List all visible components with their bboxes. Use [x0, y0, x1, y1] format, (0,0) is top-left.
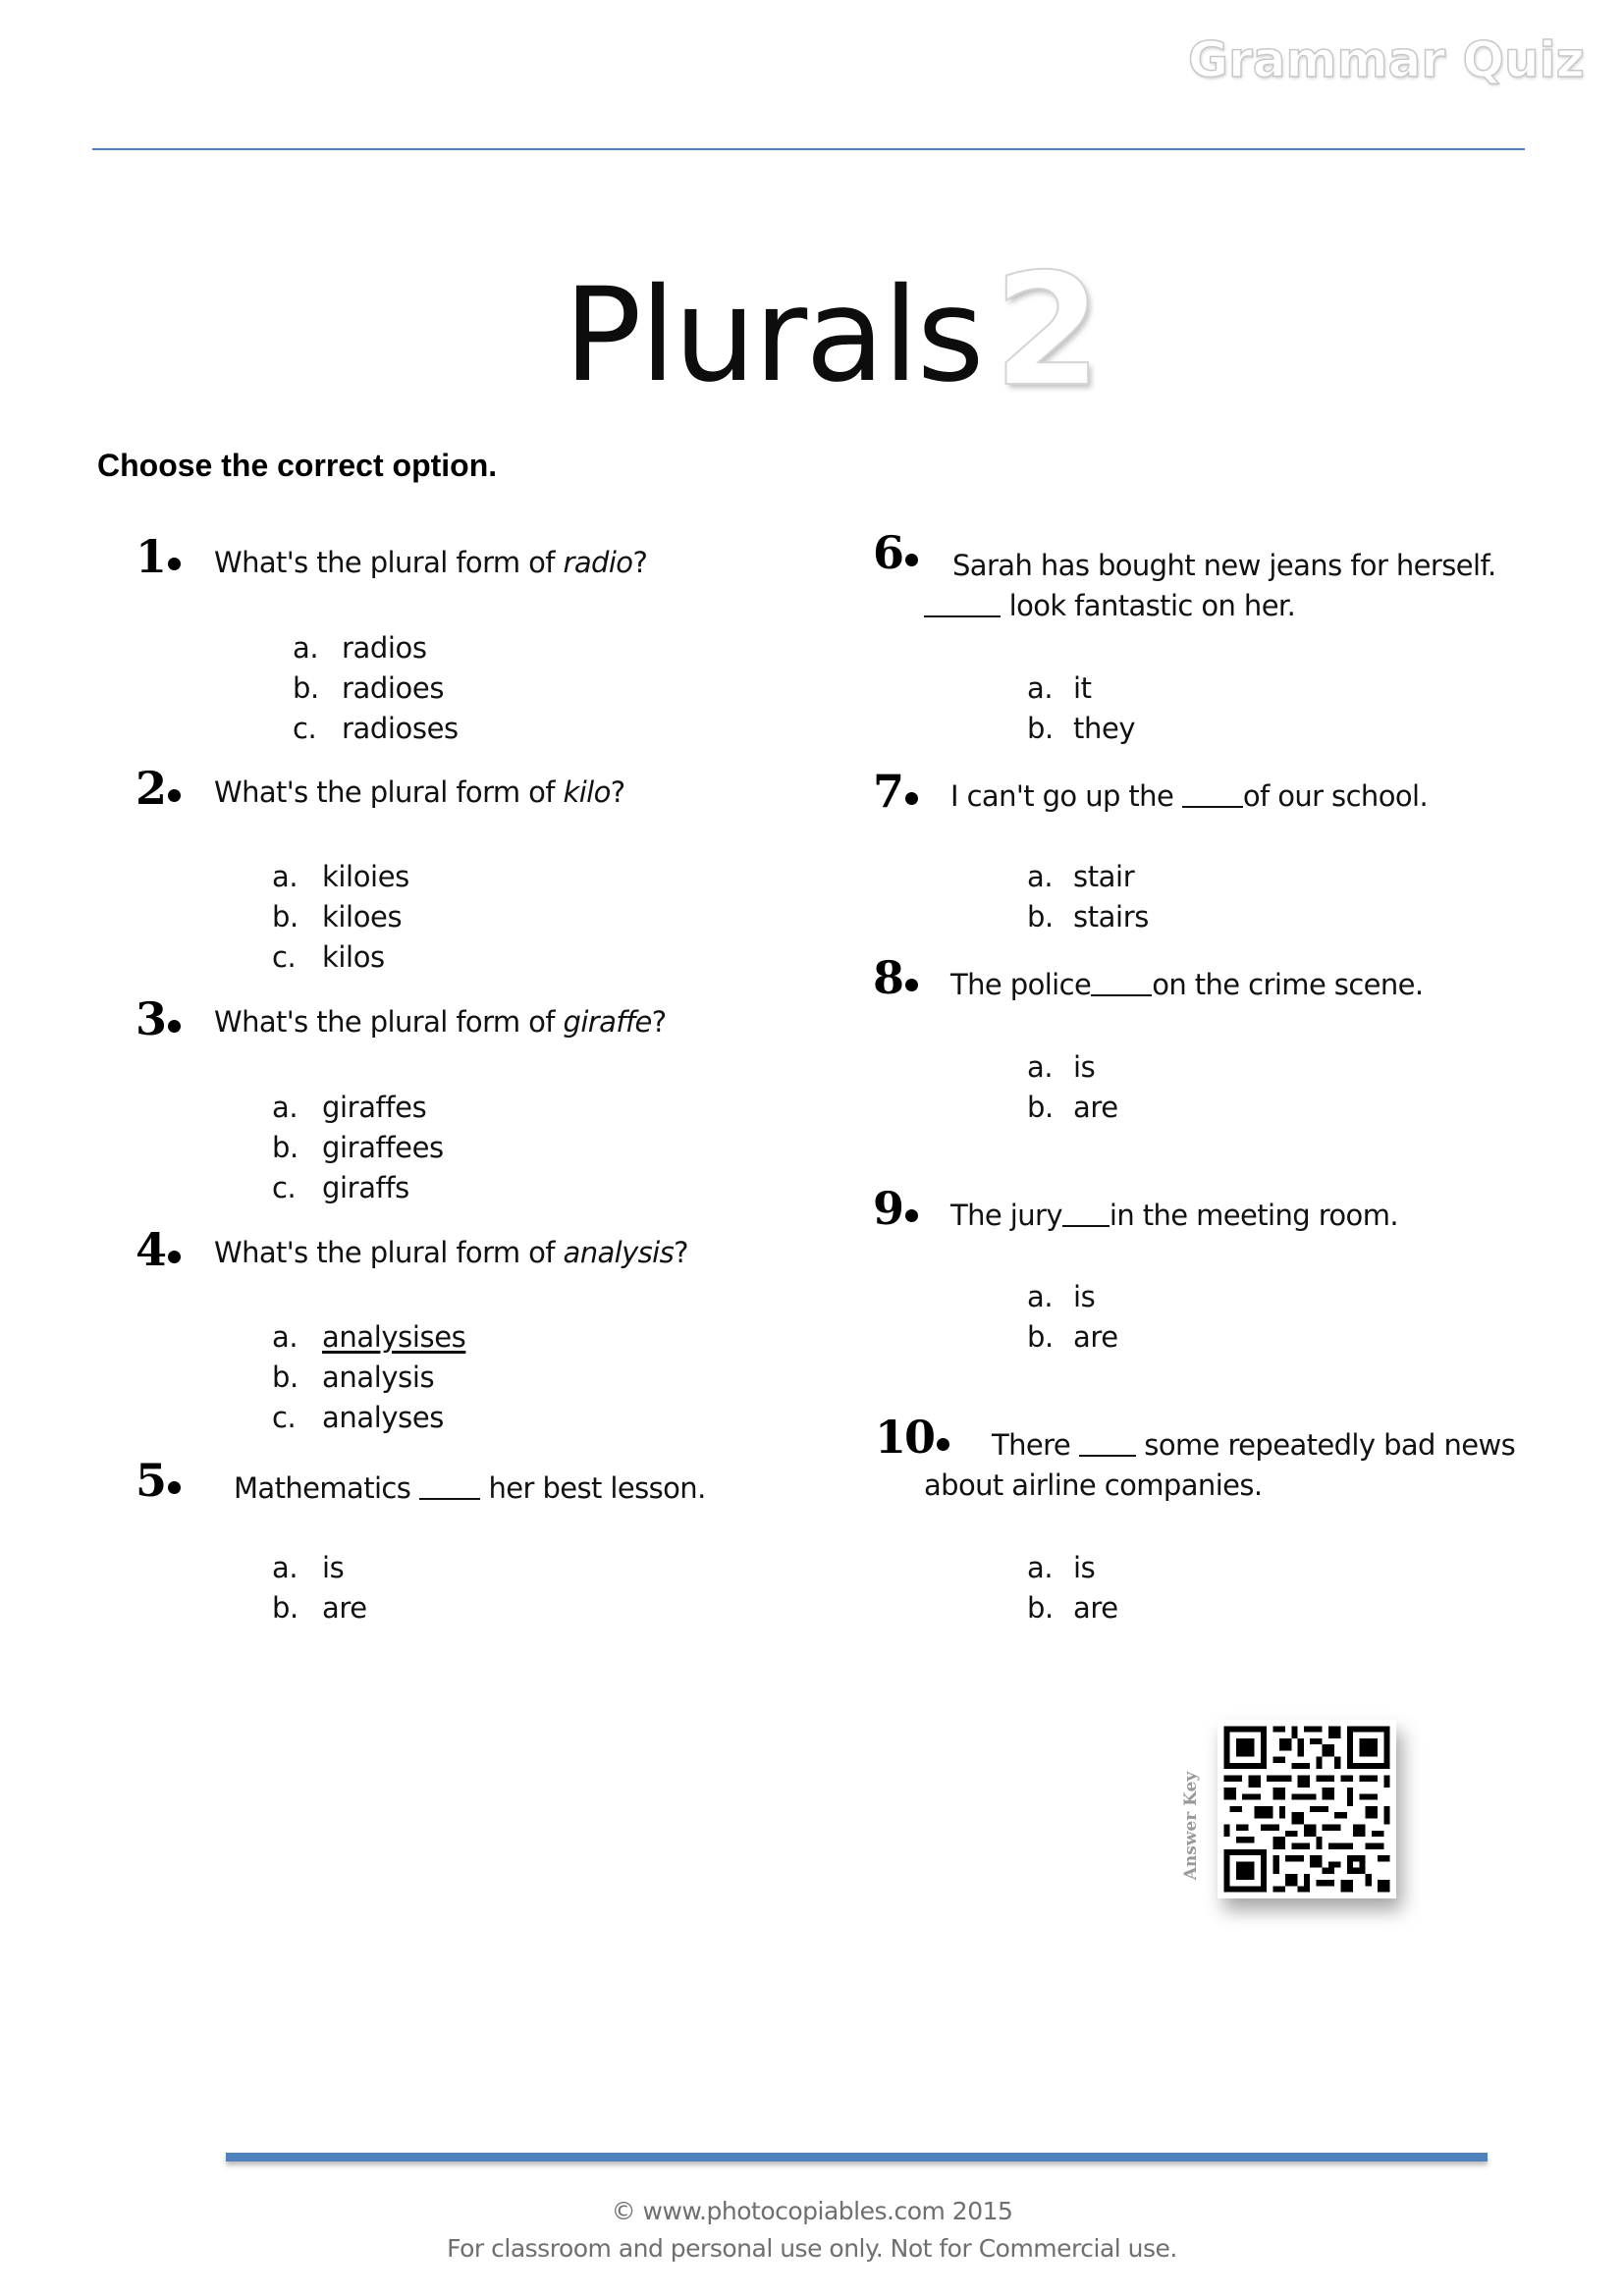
question-text-part: on the crime scene. [1152, 968, 1424, 1001]
bullet-dot-icon [905, 979, 918, 991]
option-label: c. [293, 712, 317, 745]
option-label: b. [272, 1131, 298, 1164]
answer-blank [1062, 1200, 1110, 1227]
question-text-part: Mathematics [234, 1471, 419, 1505]
option-item[interactable] [1027, 897, 1149, 937]
footer-copyright: © www.photocopiables.com 2015 [611, 2197, 1013, 2225]
instruction-text: Choose the correct option. [97, 448, 498, 483]
option-label: b. [272, 1361, 298, 1394]
option-label: a. [272, 1320, 298, 1354]
option-item[interactable] [272, 1588, 367, 1629]
option-item[interactable] [1027, 709, 1136, 749]
question-number-text: 3 [135, 992, 166, 1045]
option-item[interactable] [1027, 1588, 1118, 1629]
question-keyword: radio [563, 546, 633, 579]
bullet-dot-icon [905, 554, 918, 566]
option-text: is [1073, 1050, 1096, 1084]
question-number [135, 1454, 181, 1507]
question-number [135, 762, 181, 815]
option-item[interactable] [1027, 1277, 1096, 1317]
question-text [950, 1196, 1398, 1236]
answer-blank [1079, 1429, 1136, 1457]
option-item[interactable] [1027, 1548, 1096, 1588]
bullet-dot-icon [905, 1209, 918, 1222]
question-text-part: What's the plural form of [214, 1005, 564, 1039]
bullet-dot-icon [168, 789, 181, 802]
option-item[interactable] [1027, 857, 1135, 897]
option-label: a. [272, 1091, 298, 1124]
footer-license: For classroom and personal use only. Not for Commercial use. [447, 2234, 1177, 2263]
question-text-part: ? [651, 1005, 667, 1039]
footer-divider [226, 2153, 1488, 2162]
question-text-part: The police [950, 968, 1092, 1001]
question-text-part: The jury [950, 1199, 1062, 1232]
option-item[interactable] [1027, 1047, 1096, 1088]
question-text: Sarah has bought new jeans for herself. [952, 549, 1496, 582]
question-number [135, 992, 181, 1045]
question-number-text: 4 [135, 1223, 166, 1276]
option-label: b. [272, 1591, 298, 1625]
option-text: radios [342, 631, 427, 665]
answer-blank [419, 1472, 480, 1500]
qr-code-graphic [1218, 1720, 1396, 1898]
option-text: is [322, 1551, 345, 1584]
question-text-part: There [992, 1428, 1079, 1462]
qr-code-icon[interactable] [1218, 1720, 1396, 1898]
question-keyword: analysis [563, 1236, 675, 1269]
option-text: is [1073, 1280, 1096, 1313]
title-number-badge: 2 [994, 240, 1102, 421]
answer-key-label: Answer Key [1181, 1771, 1201, 1881]
option-label: b. [1027, 900, 1054, 934]
question-text-part: her best lesson. [479, 1471, 706, 1505]
header-divider [92, 148, 1525, 150]
option-label: b. [272, 900, 298, 934]
question-number-text: 10 [875, 1411, 935, 1464]
option-text-underlined: analysises [322, 1320, 466, 1354]
bullet-dot-icon [937, 1438, 949, 1451]
option-label: c. [272, 1401, 297, 1434]
option-text: stairs [1073, 900, 1149, 934]
option-text: giraffes [322, 1091, 427, 1124]
option-text: radioses [342, 712, 459, 745]
question-text-part: ? [610, 775, 625, 809]
bullet-dot-icon [905, 792, 918, 805]
brand-title: Grammar Quiz [1188, 31, 1585, 88]
question-text [214, 1233, 688, 1273]
question-number-text: 7 [873, 765, 903, 818]
question-text [214, 773, 625, 813]
option-text: kiloies [322, 860, 409, 893]
question-number-text: 2 [135, 762, 166, 815]
option-item[interactable] [272, 1398, 445, 1438]
question-text-line2 [924, 586, 1295, 626]
option-label: a. [1027, 1050, 1054, 1084]
option-text: stair [1073, 860, 1135, 893]
option-text: they [1073, 712, 1136, 745]
question-number [873, 951, 918, 1004]
option-item[interactable] [272, 1548, 345, 1588]
option-label: a. [1027, 1280, 1054, 1313]
option-item[interactable] [272, 937, 385, 978]
option-text: are [322, 1591, 367, 1625]
question-number [873, 1182, 918, 1235]
page-title: Plurals [564, 260, 983, 411]
question-text-part: of our school. [1242, 779, 1429, 813]
option-text: are [1073, 1091, 1118, 1124]
option-text: are [1073, 1320, 1118, 1354]
question-text-part: look fantastic on her. [1001, 589, 1296, 622]
option-text: it [1073, 671, 1092, 705]
option-item[interactable] [293, 709, 459, 749]
option-label: c. [272, 1171, 297, 1204]
question-text-part: in the meeting room. [1109, 1199, 1398, 1232]
option-item[interactable] [293, 668, 445, 709]
option-text: analyses [322, 1401, 445, 1434]
question-number [873, 526, 918, 579]
question-text-part: What's the plural form of [214, 546, 564, 579]
option-item[interactable] [1027, 1088, 1118, 1128]
option-label: b. [293, 671, 319, 705]
question-text-part: What's the plural form of [214, 775, 564, 809]
bullet-dot-icon [168, 1020, 181, 1033]
answer-blank [924, 590, 1001, 617]
option-text: radioes [342, 671, 445, 705]
option-item[interactable] [272, 1088, 427, 1128]
bullet-dot-icon [168, 1481, 181, 1494]
option-item[interactable] [1027, 668, 1092, 709]
option-label: c. [272, 940, 297, 974]
question-text-part: ? [632, 546, 648, 579]
option-text: giraffs [322, 1171, 409, 1204]
question-number-text: 9 [873, 1182, 903, 1235]
question-text [992, 1425, 1515, 1466]
option-label: a. [1027, 671, 1054, 705]
option-label: a. [272, 860, 298, 893]
question-text-part: What's the plural form of [214, 1236, 564, 1269]
question-number-text: 5 [135, 1454, 166, 1507]
option-label: b. [1027, 1320, 1054, 1354]
option-label: b. [1027, 712, 1054, 745]
question-text [950, 776, 1428, 817]
question-number-text: 1 [135, 530, 166, 583]
question-text-line2: about airline companies. [924, 1468, 1263, 1502]
question-text [214, 543, 647, 583]
question-number [135, 530, 181, 583]
option-text: kiloes [322, 900, 403, 934]
option-item[interactable] [293, 628, 427, 668]
question-number-text: 6 [873, 526, 903, 579]
question-number [875, 1411, 949, 1464]
option-text: are [1073, 1591, 1118, 1625]
option-item[interactable] [272, 1128, 444, 1168]
question-text [214, 1002, 667, 1042]
question-text-part: some repeatedly bad news [1135, 1428, 1516, 1462]
answer-blank [1182, 780, 1243, 808]
option-item[interactable] [272, 857, 409, 897]
question-keyword: kilo [563, 775, 611, 809]
question-number-text: 8 [873, 951, 903, 1004]
option-item[interactable] [1027, 1317, 1118, 1358]
option-text: analysis [322, 1361, 435, 1394]
option-item[interactable] [272, 897, 403, 937]
question-text-part: ? [674, 1236, 688, 1269]
bullet-dot-icon [168, 558, 181, 570]
question-text [950, 965, 1424, 1005]
option-text: is [1073, 1551, 1096, 1584]
option-label: a. [272, 1551, 298, 1584]
option-label: a. [1027, 860, 1054, 893]
question-keyword: giraffe [563, 1005, 652, 1039]
question-number [135, 1223, 181, 1276]
bullet-dot-icon [168, 1251, 181, 1263]
option-text: kilos [322, 940, 385, 974]
question-text [234, 1468, 706, 1509]
option-label: b. [1027, 1091, 1054, 1124]
question-text-part: I can't go up the [950, 779, 1182, 813]
option-item[interactable] [272, 1168, 409, 1208]
option-item[interactable] [272, 1358, 435, 1398]
option-label: a. [293, 631, 319, 665]
answer-blank [1091, 969, 1152, 996]
option-item[interactable] [272, 1317, 466, 1358]
option-label: b. [1027, 1591, 1054, 1625]
question-number [873, 765, 918, 818]
option-text: giraffees [322, 1131, 444, 1164]
option-label: a. [1027, 1551, 1054, 1584]
